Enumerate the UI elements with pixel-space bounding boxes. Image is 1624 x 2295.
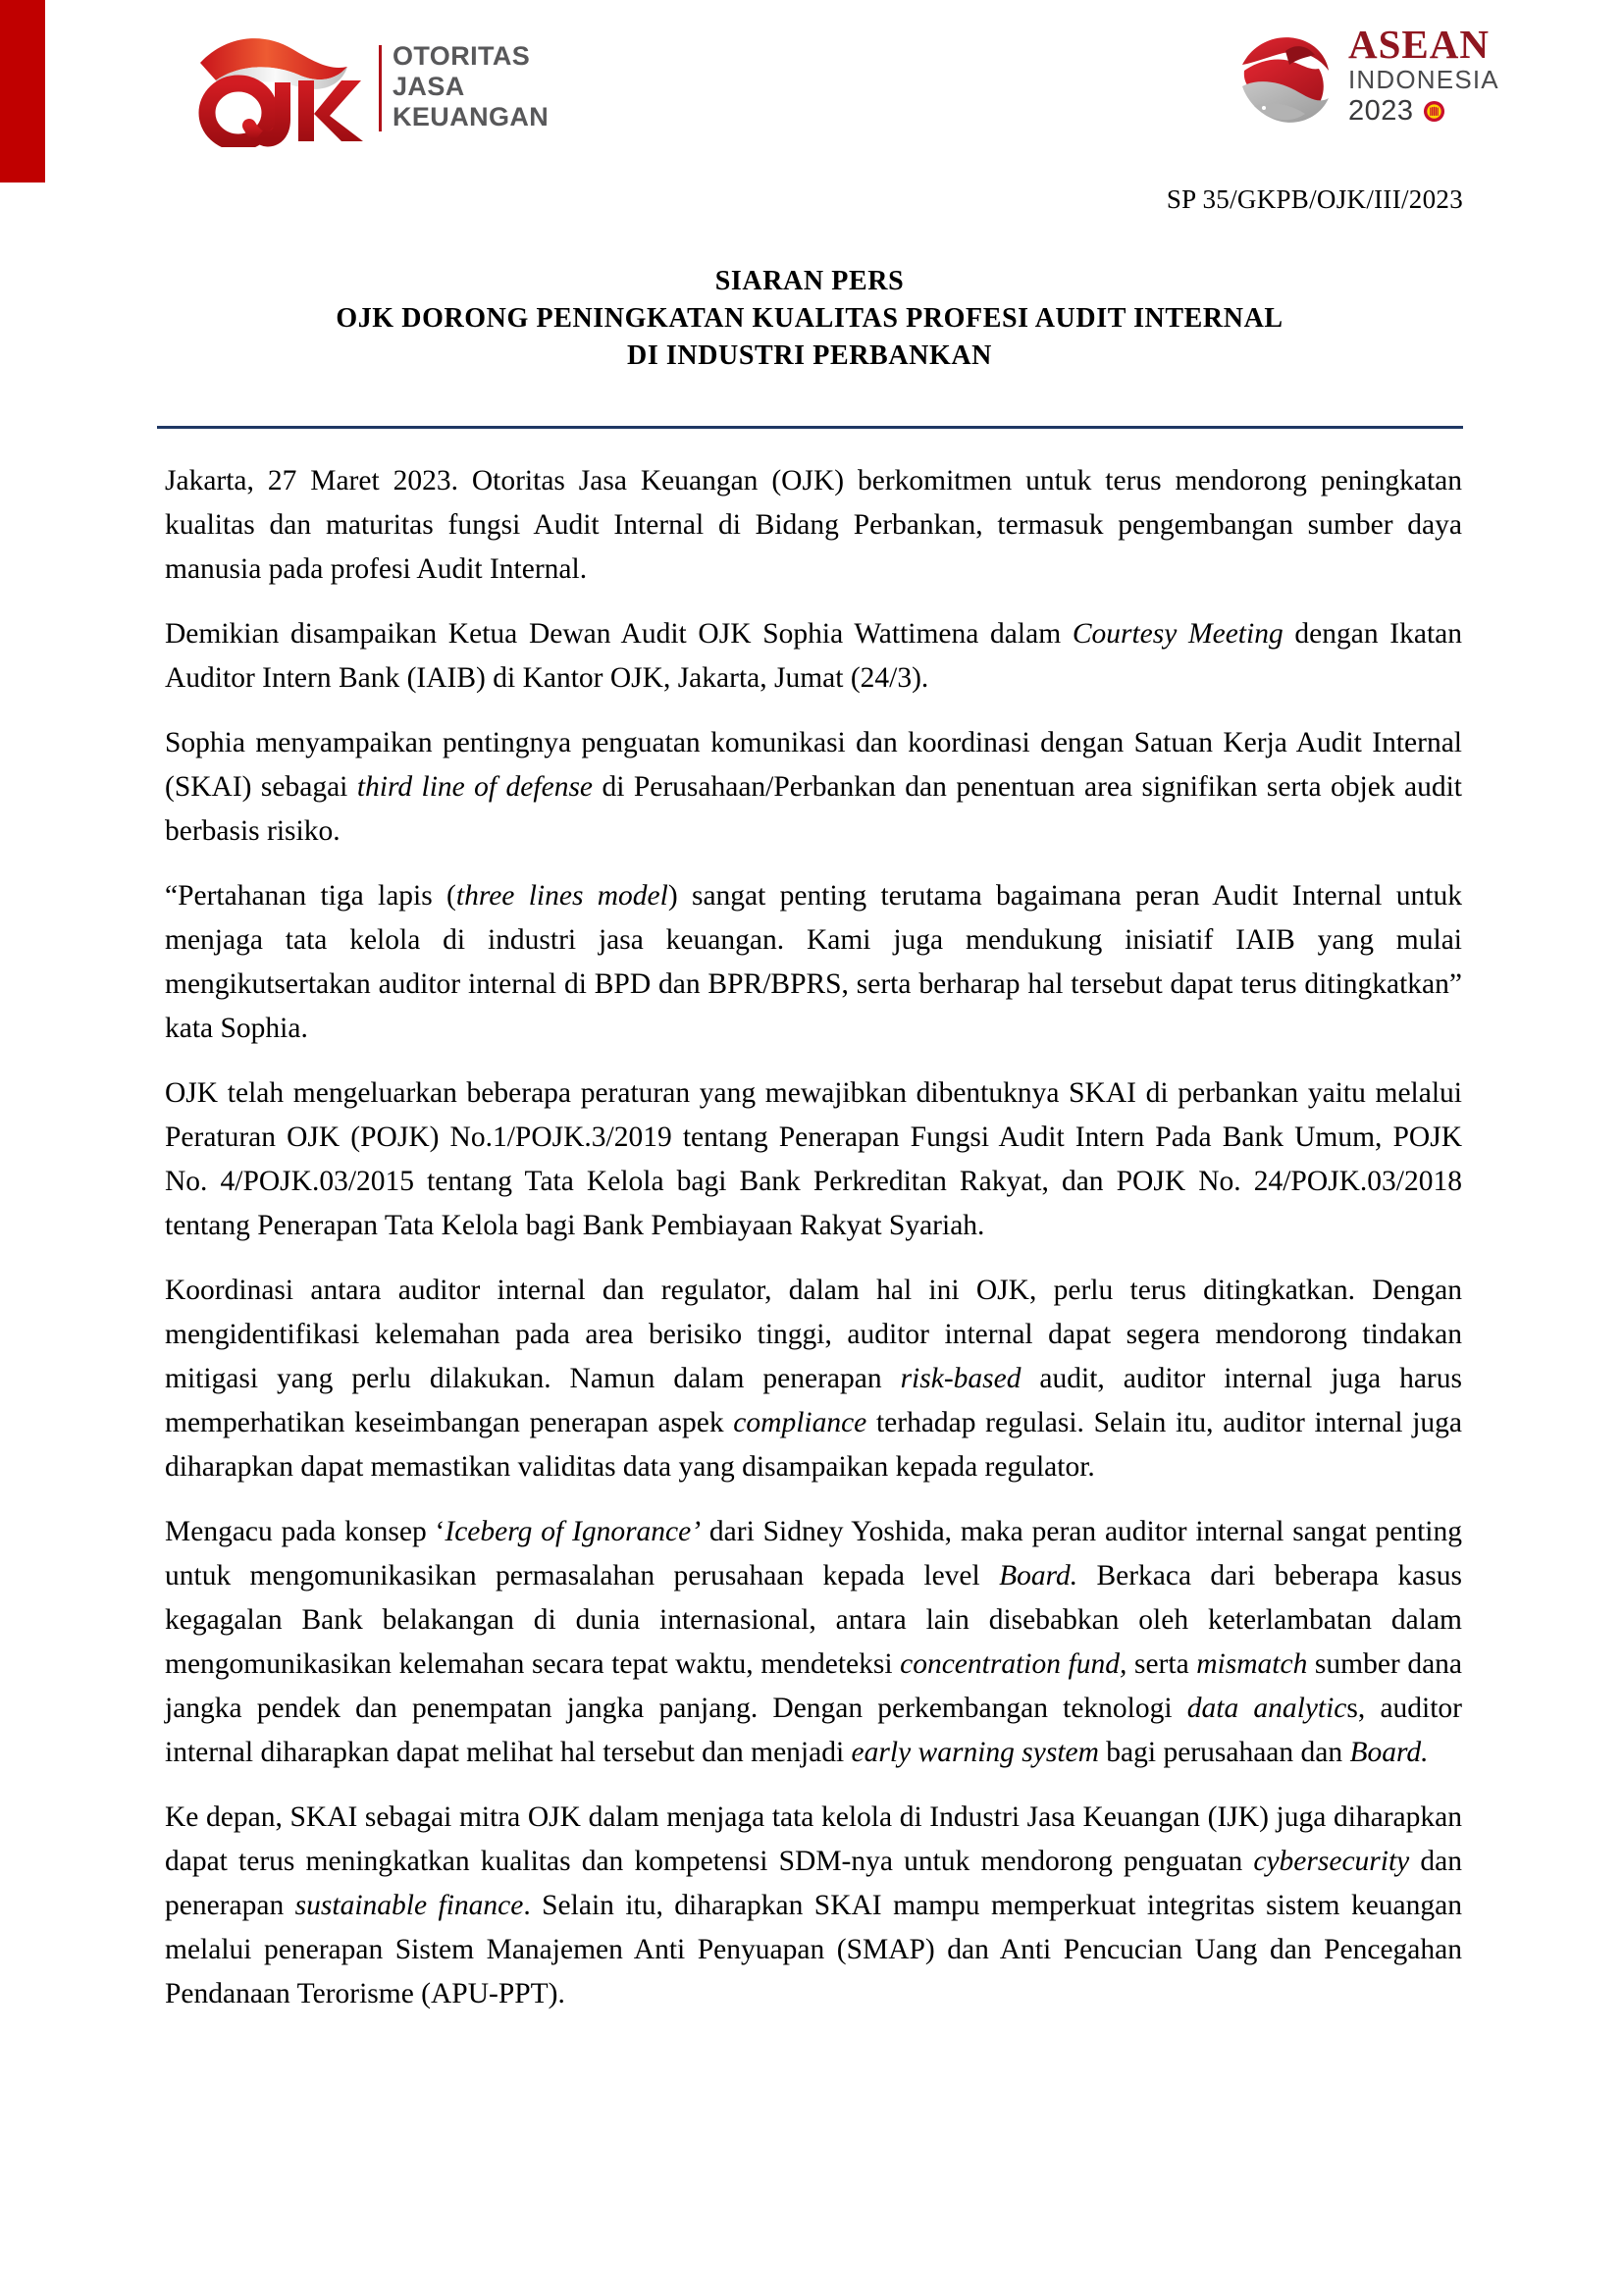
- emphasis-run: sustainable finance: [294, 1890, 524, 1921]
- body-paragraph: [165, 1510, 1462, 1775]
- document-number: SP 35/GKPB/OJK/III/2023: [1166, 184, 1463, 214]
- body-paragraph: [165, 721, 1462, 854]
- body-paragraph: [165, 1071, 1462, 1248]
- asean-logo: [1229, 18, 1533, 135]
- text-run: . Selain itu, diharapkan SKAI mampu memperkuat integritas sistem keuangan melalui penerapan Sistem Manajemen Anti Penyuapan (SMAP) dan Anti Pencucian Uang dan Pencegahan Pendanaan Terorisme (APU-PPT).: [165, 1890, 1462, 2009]
- text-run: Mengacu pada konsep ‘: [165, 1516, 445, 1547]
- text-run: dan penerapan: [165, 1846, 1463, 1921]
- ojk-word-keuangan: KEUANGAN: [393, 102, 550, 131]
- text-run: Demikian disampaikan Ketua Dewan Audit OJK Sophia Wattimena dalam: [165, 618, 1073, 650]
- asean-title: ASEAN: [1348, 22, 1490, 67]
- body-paragraph: [165, 1269, 1462, 1489]
- text-run: di Perusahaan/Perbankan dan penentuan area signifikan serta objek audit berbasis risiko.: [165, 771, 1463, 847]
- text-run: terhadap regulasi. Selain itu, auditor internal juga diharapkan dapat memastikan validitas data yang disampaikan kepada regulator.: [165, 1407, 1463, 1483]
- text-run: Sophia menyampaikan pentingnya penguatan komunikasi dan koordinasi dengan Satuan Kerja Audit Internal (SKAI) sebagai: [165, 727, 1462, 803]
- text-run: ) sangat penting terutama bagaimana peran Audit Internal untuk menjaga tata kelola di industri jasa keuangan. Kami juga mendukung inisiatif IAIB yang mulai mengikutsertakan auditor internal di BPD dan BPR/BPRS, serta berharap hal tersebut dapat terus ditingkatkan” kata Sophia.: [165, 880, 1463, 1044]
- text-run: dari Sidney Yoshida, maka peran auditor internal sangat penting untuk mengomunikasikan permasalahan perusahaan kepada level: [165, 1516, 1462, 1591]
- emphasis-run: third line of defense: [356, 771, 594, 803]
- text-run: Ke depan, SKAI sebagai mitra OJK dalam menjaga tata kelola di Industri Jasa Keuangan (IJK) juga diharapkan dapat terus meningkatkan kualitas dan kompetensi SDM-nya untuk mendorong penguatan: [165, 1801, 1462, 1877]
- emphasis-run: compliance: [733, 1407, 867, 1438]
- text-run: serta: [1126, 1648, 1197, 1680]
- header-divider-rule: [157, 426, 1463, 429]
- text-run: Berkaca dari beberapa kasus kegagalan Bank belakangan di dunia internasional, antara lain disebabkan oleh keterlambatan dalam mengomunikasikan kelemahan secara tepat waktu, mendeteksi: [165, 1560, 1462, 1680]
- emphasis-run: early warning system: [851, 1737, 1099, 1768]
- body-paragraph: [165, 459, 1462, 592]
- emphasis-run: concentration fund,: [900, 1648, 1127, 1680]
- ojk-word-jasa: JASA: [393, 72, 465, 101]
- emphasis-run: three lines model: [455, 880, 668, 912]
- text-run: audit, auditor internal juga harus memperhatikan keseimbangan penerapan aspek: [165, 1363, 1462, 1438]
- body-paragraph: [165, 1796, 1462, 2016]
- text-run: dengan Ikatan Auditor Intern Bank (IAIB) di Kantor OJK, Jakarta, Jumat (24/3).: [165, 618, 1462, 694]
- body-paragraph: [165, 874, 1462, 1051]
- asean-wordmark: [1348, 24, 1535, 127]
- ojk-logo-mark: [192, 29, 369, 147]
- body-paragraph: [165, 612, 1462, 701]
- title-line-sub: DI INDUSTRI PERBANKAN: [627, 340, 992, 371]
- emphasis-run: Board.: [999, 1560, 1078, 1591]
- emphasis-run: Courtesy Meeting: [1072, 618, 1283, 650]
- ojk-logo-divider: [379, 45, 382, 131]
- text-run: Koordinasi antara auditor internal dan regulator, dalam hal ini OJK, perlu terus ditingkatkan. Dengan mengidentifikasi kelemahan pada area berisiko tinggi, auditor internal dapat segera mendorong tindakan mitigasi yang perlu dilakukan. Namun dalam penerapan: [165, 1275, 1462, 1394]
- emphasis-run: Iceberg of Ignorance’: [445, 1516, 702, 1547]
- ojk-word-otoritas: OTORITAS: [393, 41, 531, 71]
- press-release-body: [165, 459, 1462, 2016]
- text-run: sumber dana jangka pendek dan penempatan jangka panjang. Dengan perkembangan teknologi: [165, 1648, 1463, 1724]
- asean-subtitle: INDONESIA: [1348, 65, 1499, 94]
- text-run: bagi perusahaan dan: [1098, 1737, 1350, 1768]
- text-run: Jakarta, 27 Maret 2023. Otoritas Jasa Keuangan (OJK) berkomitmen untuk terus mendorong peningkatan kualitas dan maturitas fungsi Audit Internal di Bidang Perbankan, termasuk pengembangan sumber daya manusia pada profesi Audit Internal.: [165, 465, 1462, 585]
- ojk-logo: [192, 22, 575, 159]
- emphasis-run: mismatch: [1196, 1648, 1308, 1680]
- text-run: OJK telah mengeluarkan beberapa peraturan yang mewajibkan dibentuknya SKAI di perbankan yaitu melalui Peraturan OJK (POJK) No.1/POJK.3/2019 tentang Penerapan Fungsi Audit Intern Pada Bank Umum, POJK No. 4/POJK.03/2015 tentang Tata Kelola bagi Bank Perkreditan Rakyat, dan POJK No. 24/POJK.03/2018 tentang Penerapan Tata Kelola bagi Bank Pembiayaan Rakyat Syariah.: [165, 1077, 1462, 1241]
- asean-globe-mark: [1229, 22, 1338, 131]
- text-run: s, auditor internal diharapkan dapat melihat hal tersebut dan menjadi: [165, 1693, 1462, 1768]
- ojk-logo-wordmark: [393, 41, 549, 132]
- asean-rice-stalk-emblem: [1423, 100, 1445, 123]
- page-title: [157, 263, 1462, 375]
- emphasis-run: data analytic: [1186, 1693, 1347, 1724]
- document-header: [0, 0, 1624, 183]
- emphasis-run: risk-based: [900, 1363, 1022, 1394]
- title-line-siaran-pers: SIARAN PERS: [714, 266, 905, 296]
- emphasis-run: cybersecurity: [1253, 1846, 1410, 1877]
- asean-year: 2023: [1348, 95, 1414, 127]
- title-line-main: OJK DORONG PENINGKATAN KUALITAS PROFESI AUDIT INTERNAL: [336, 303, 1283, 334]
- emphasis-run: Board.: [1349, 1737, 1429, 1768]
- text-run: “Pertahanan tiga lapis (: [165, 880, 456, 912]
